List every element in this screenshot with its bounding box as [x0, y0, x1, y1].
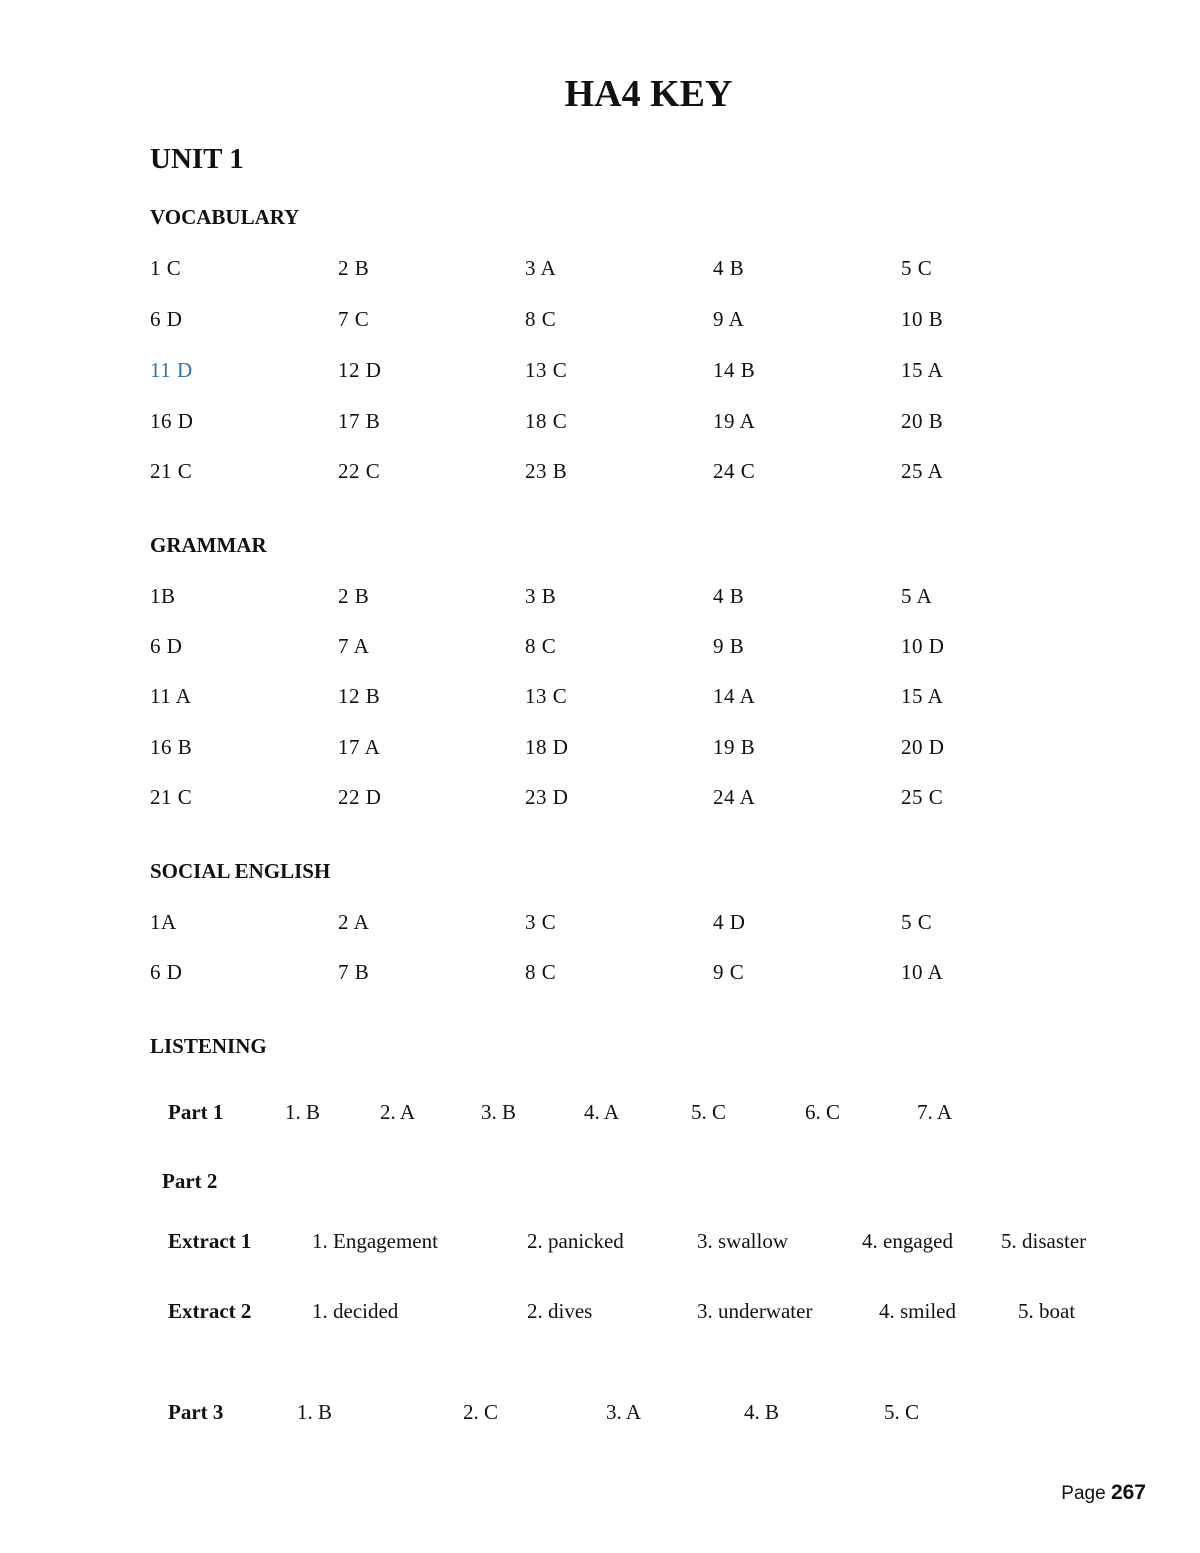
- answer-cell: 3 B: [525, 584, 557, 608]
- part1-answer: 6. C: [805, 1100, 841, 1124]
- answer-cell: 13 C: [525, 358, 568, 382]
- answer-cell: 19 B: [713, 735, 756, 759]
- part2-label: Part 2: [162, 1169, 218, 1193]
- answer-cell: 20 D: [901, 735, 945, 759]
- answer-cell: 6 D: [150, 307, 183, 331]
- vocabulary-heading: VOCABULARY: [150, 205, 300, 229]
- extract1-answer: 1. Engagement: [312, 1229, 438, 1253]
- answer-cell: 23 B: [525, 459, 568, 483]
- answer-cell: 8 C: [525, 307, 557, 331]
- part3-answer: 5. C: [884, 1400, 920, 1424]
- part1-label: Part 1: [168, 1100, 224, 1124]
- answer-cell: 6 D: [150, 960, 183, 984]
- answer-cell: 7 B: [338, 960, 370, 984]
- part3-answer: 1. B: [297, 1400, 333, 1424]
- answer-cell: 19 A: [713, 409, 756, 433]
- answer-cell: 1B: [150, 584, 176, 608]
- answer-cell: 12 B: [338, 684, 381, 708]
- answer-cell: 22 C: [338, 459, 381, 483]
- answer-cell: 20 B: [901, 409, 944, 433]
- answer-cell: 15 A: [901, 358, 944, 382]
- answer-cell: 14 B: [713, 358, 756, 382]
- answer-cell: 15 A: [901, 684, 944, 708]
- answer-cell: 24 A: [713, 785, 756, 809]
- answer-cell: 7 C: [338, 307, 370, 331]
- part1-answer: 1. B: [285, 1100, 321, 1124]
- answer-cell: 4 B: [713, 256, 745, 280]
- part3-label: Part 3: [168, 1400, 224, 1424]
- page-title: HA4 KEY: [564, 73, 733, 115]
- part3-answer: 2. C: [463, 1400, 499, 1424]
- answer-cell: 8 C: [525, 960, 557, 984]
- page-footer: [1061, 1481, 1146, 1505]
- answer-cell: 11 A: [150, 684, 192, 708]
- answer-cell: 3 C: [525, 910, 557, 934]
- answer-cell: 1A: [150, 910, 177, 934]
- answer-cell: 2 A: [338, 910, 370, 934]
- part1-answer: 5. C: [691, 1100, 727, 1124]
- part1-answer: 7. A: [917, 1100, 953, 1124]
- answer-cell: 10 A: [901, 960, 944, 984]
- part1-answer: 4. A: [584, 1100, 620, 1124]
- extract1-answer: 4. engaged: [862, 1229, 953, 1253]
- answer-cell: 14 A: [713, 684, 756, 708]
- answer-cell: 25 A: [901, 459, 944, 483]
- listening-heading: LISTENING: [150, 1034, 267, 1058]
- answer-cell: 13 C: [525, 684, 568, 708]
- extract1-answer: 5. disaster: [1001, 1229, 1087, 1253]
- answer-cell: 16 D: [150, 409, 194, 433]
- answer-cell: 18 C: [525, 409, 568, 433]
- answer-cell: 1 C: [150, 256, 182, 280]
- social-english-heading: SOCIAL ENGLISH: [150, 859, 331, 883]
- answer-cell: 3 A: [525, 256, 557, 280]
- answer-cell: 2 B: [338, 256, 370, 280]
- answer-cell: 24 C: [713, 459, 756, 483]
- answer-cell: 4 D: [713, 910, 746, 934]
- answer-cell: 4 B: [713, 584, 745, 608]
- answer-cell: 5 C: [901, 910, 933, 934]
- extract2-answer: 3. underwater: [697, 1299, 813, 1323]
- answer-cell: 18 D: [525, 735, 569, 759]
- answer-cell: 21 C: [150, 459, 193, 483]
- answer-cell: 22 D: [338, 785, 382, 809]
- extract2-label: Extract 2: [168, 1299, 252, 1323]
- answer-cell: 9 A: [713, 307, 745, 331]
- answer-cell-highlighted: 11 D: [150, 358, 193, 382]
- answer-cell: 12 D: [338, 358, 382, 382]
- part3-answer: 3. A: [606, 1400, 642, 1424]
- answer-cell: 2 B: [338, 584, 370, 608]
- extract1-answer: 3. swallow: [697, 1229, 788, 1253]
- extract2-answer: 2. dives: [527, 1299, 593, 1323]
- answer-cell: 25 C: [901, 785, 944, 809]
- page-label: Page: [1061, 1483, 1106, 1504]
- answer-cell: 6 D: [150, 634, 183, 658]
- part1-answer: 2. A: [380, 1100, 416, 1124]
- part1-answer: 3. B: [481, 1100, 517, 1124]
- answer-cell: 7 A: [338, 634, 370, 658]
- answer-cell: 23 D: [525, 785, 569, 809]
- answer-cell: 8 C: [525, 634, 557, 658]
- answer-cell: 10 D: [901, 634, 945, 658]
- extract2-answer: 4. smiled: [879, 1299, 956, 1323]
- answer-cell: 9 C: [713, 960, 745, 984]
- answer-cell: 5 C: [901, 256, 933, 280]
- extract2-answer: 1. decided: [312, 1299, 399, 1323]
- answer-cell: 16 B: [150, 735, 193, 759]
- part3-answer: 4. B: [744, 1400, 780, 1424]
- answer-cell: 21 C: [150, 785, 193, 809]
- extract1-label: Extract 1: [168, 1229, 252, 1253]
- answer-cell: 5 A: [901, 584, 933, 608]
- unit-heading: UNIT 1: [150, 143, 244, 175]
- answer-cell: 10 B: [901, 307, 944, 331]
- extract1-answer: 2. panicked: [527, 1229, 624, 1253]
- answer-cell: 9 B: [713, 634, 745, 658]
- grammar-heading: GRAMMAR: [150, 533, 267, 557]
- page-number: 267: [1110, 1481, 1146, 1504]
- extract2-answer: 5. boat: [1018, 1299, 1076, 1323]
- answer-cell: 17 B: [338, 409, 381, 433]
- answer-cell: 17 A: [338, 735, 381, 759]
